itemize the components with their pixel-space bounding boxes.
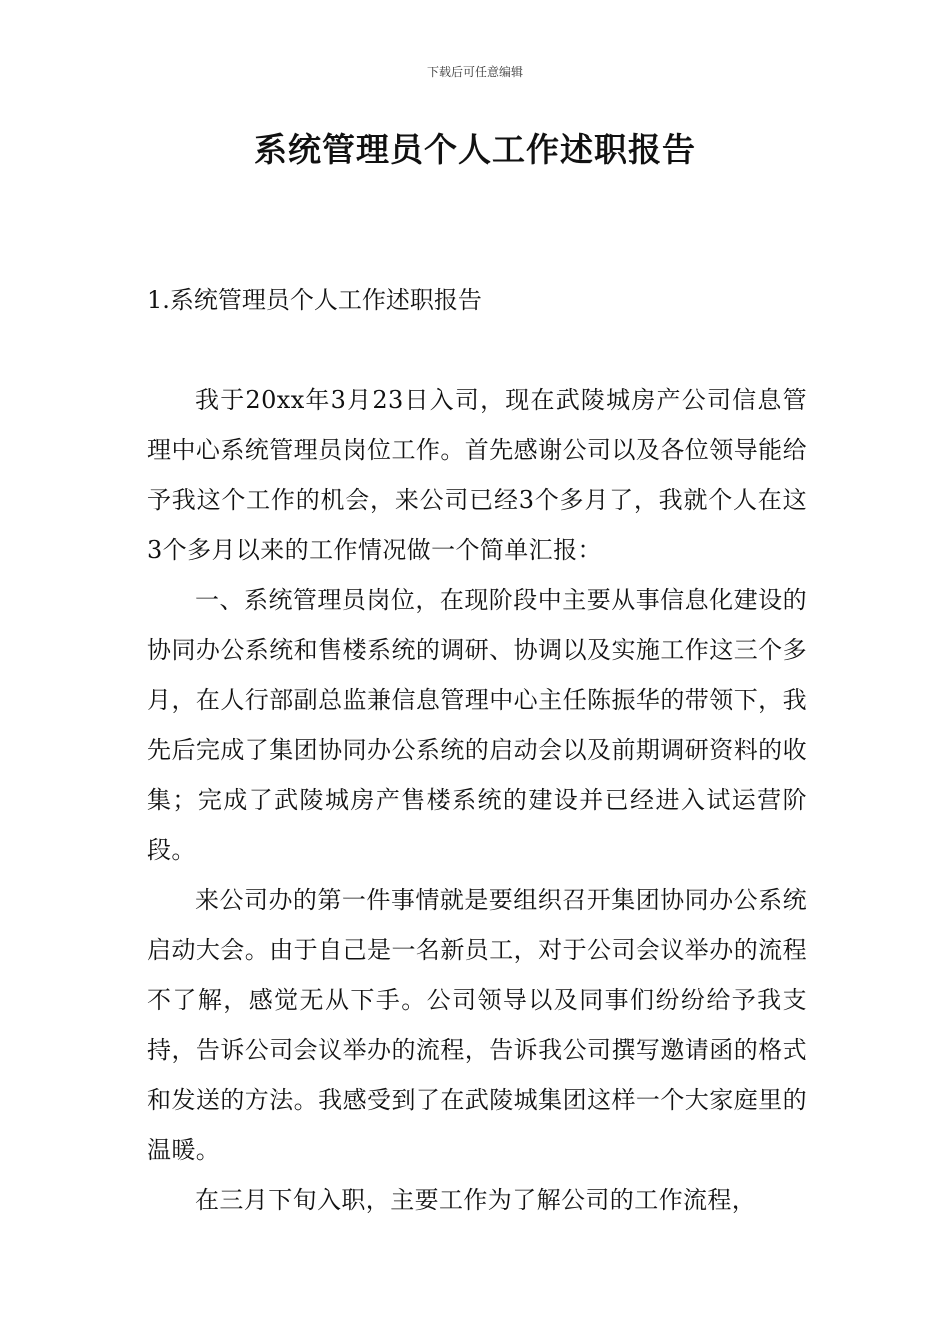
section-heading: 1.系统管理员个人工作述职报告 xyxy=(147,286,482,314)
paragraph-1: 我于20xx年3月23日入司，现在武陵城房产公司信息管理中心系统管理员岗位工作。首先感谢公司以及各位领导能给予我这个工作的机会，来公司已经3个多月了，我就个人在这3个多月以来的工作情况做一个简单汇报： xyxy=(147,386,807,564)
document-body xyxy=(147,375,807,1225)
paragraph-3: 来公司办的第一件事情就是要组织召开集团协同办公系统启动大会。由于自己是一名新员工，对于公司会议举办的流程不了解，感觉无从下手。公司领导以及同事们纷纷给予我支持，告诉公司会议举办的流程，告诉我公司撰写邀请函的格式和发送的方法。我感受到了在武陵城集团这样一个大家庭里的温暖。 xyxy=(147,886,807,1164)
document-title: 系统管理员个人工作述职报告 xyxy=(254,130,696,169)
paragraph-4: 在三月下旬入职，主要工作为了解公司的工作流程， xyxy=(195,1186,757,1214)
header-note: 下载后可任意编辑 xyxy=(426,65,523,79)
paragraph-2: 一、系统管理员岗位，在现阶段中主要从事信息化建设的协同办公系统和售楼系统的调研、协调以及实施工作这三个多月，在人行部副总监兼信息管理中心主任陈振华的带领下，我先后完成了集团协同办公系统的启动会以及前期调研资料的收集；完成了武陵城房产售楼系统的建设并已经进入试运营阶段。 xyxy=(147,586,807,864)
